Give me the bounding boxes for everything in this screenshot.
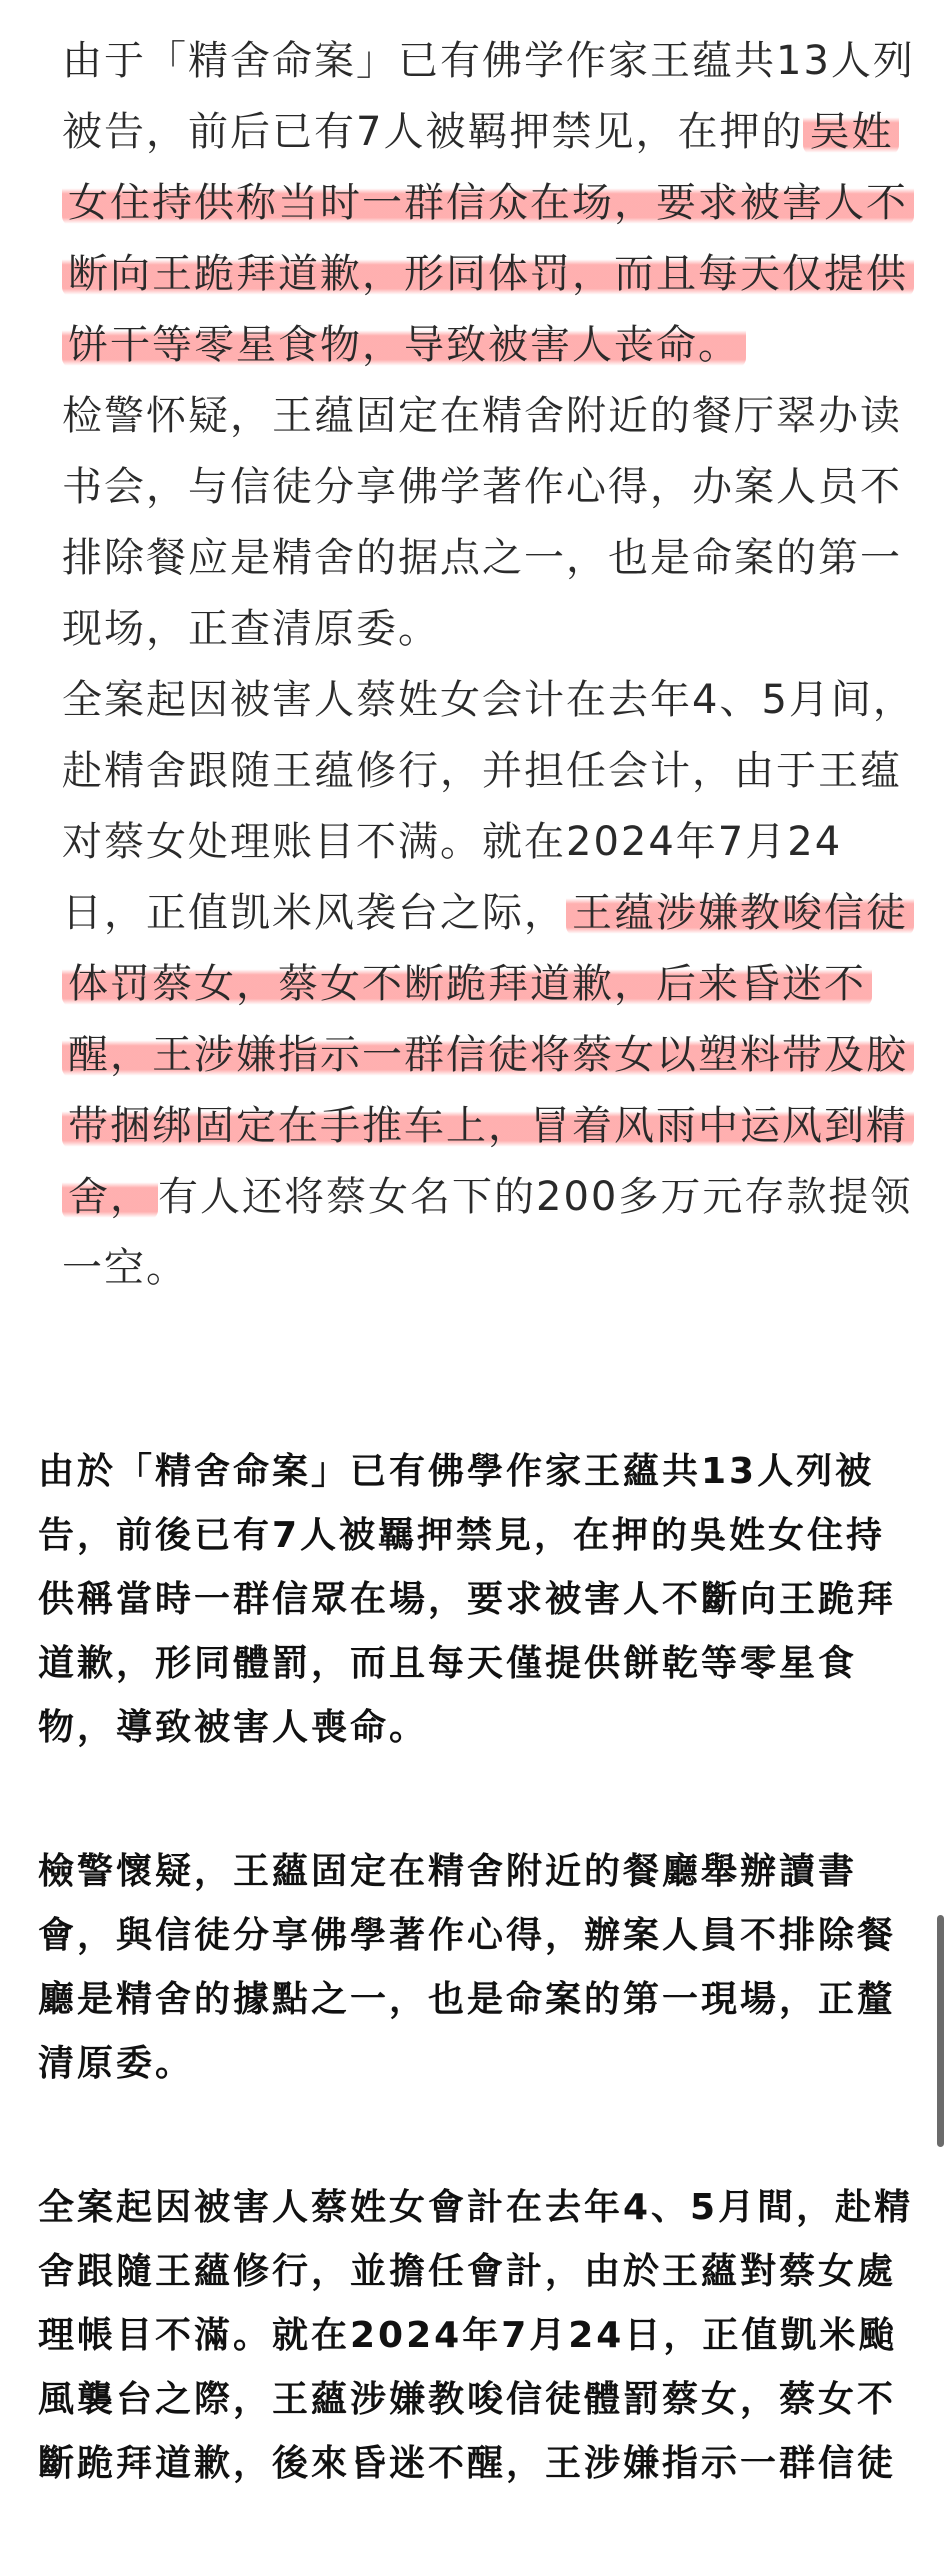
scrollbar[interactable] <box>937 1915 944 2147</box>
simplified-paragraph-2: 检警怀疑，王蕴固定在精舍附近的餐厅翠办读书会，与信徒分享佛学著作心得，办案人员不排除餐应是精舍的据点之一，也是命案的第一现场，正查清原委。 <box>62 393 902 652</box>
traditional-paragraph-3: 全案起因被害人蔡姓女會計在去年4、5月間，赴精舍跟隨王蘊修行，並擔任會計，由於王蘊對蔡女處理帳目不滿。就在2024年7月24日，正值凱米颱風襲台之際，王蘊涉嫌教唆信徒體罰蔡女，蔡女不斷跪拜道歉，後來昏迷不醒，王涉嫌指示一群信徒 <box>38 2187 914 2484</box>
simplified-paragraph-3 <box>62 665 922 1304</box>
simplified-paragraph-1 <box>62 26 922 381</box>
traditional-paragraph-2: 檢警懷疑，王蘊固定在精舍附近的餐廳舉辦讀書會，與信徒分享佛學著作心得，辦案人員不排除餐廳是精舍的據點之一，也是命案的第一現場，正釐清原委。 <box>38 1851 897 2084</box>
simplified-paragraph-1-highlight: 吴姓女住持供称当时一群信众在场，要求被害人不断向王跪拜道歉，形同体罚，而且每天仅提供饼干等零星食物，导致被害人丧命。 <box>62 109 914 368</box>
simplified-paragraph-3-text: 全案起因被害人蔡姓女会计在去年4、5月间，赴精舍跟随王蕴修行，并担任会计，由于王蕴对蔡女处理账目不满。就在2024年7月24日，正值凯米风袭台之际， <box>62 677 915 936</box>
simplified-paragraph-3-tail: 有人还将蔡女名下的200多万元存款提领一空。 <box>62 1174 913 1291</box>
traditional-article <box>38 1440 920 2576</box>
simplified-article <box>62 26 922 1304</box>
traditional-paragraph-1: 由於「精舍命案」已有佛學作家王蘊共13人列被告，前後已有7人被羈押禁見，在押的吳姓女住持供稱當時一群信眾在場，要求被害人不斷向王跪拜道歉，形同體罰，而且每天僅提供餅乾等零星食物，導致被害人喪命。 <box>38 1451 897 1748</box>
simplified-paragraph-1-text: 由于「精舍命案」已有佛学作家王蕴共13人列被告，前后已有7人被羁押禁见，在押的 <box>62 38 915 155</box>
simplified-paragraph-3-highlight: 王蕴涉嫌教唆信徒体罚蔡女，蔡女不断跪拜道歉，后来昏迷不醒，王涉嫌指示一群信徒将蔡女以塑料带及胶带捆绑固定在手推车上，冒着风雨中运风到精舍， <box>62 890 914 1220</box>
